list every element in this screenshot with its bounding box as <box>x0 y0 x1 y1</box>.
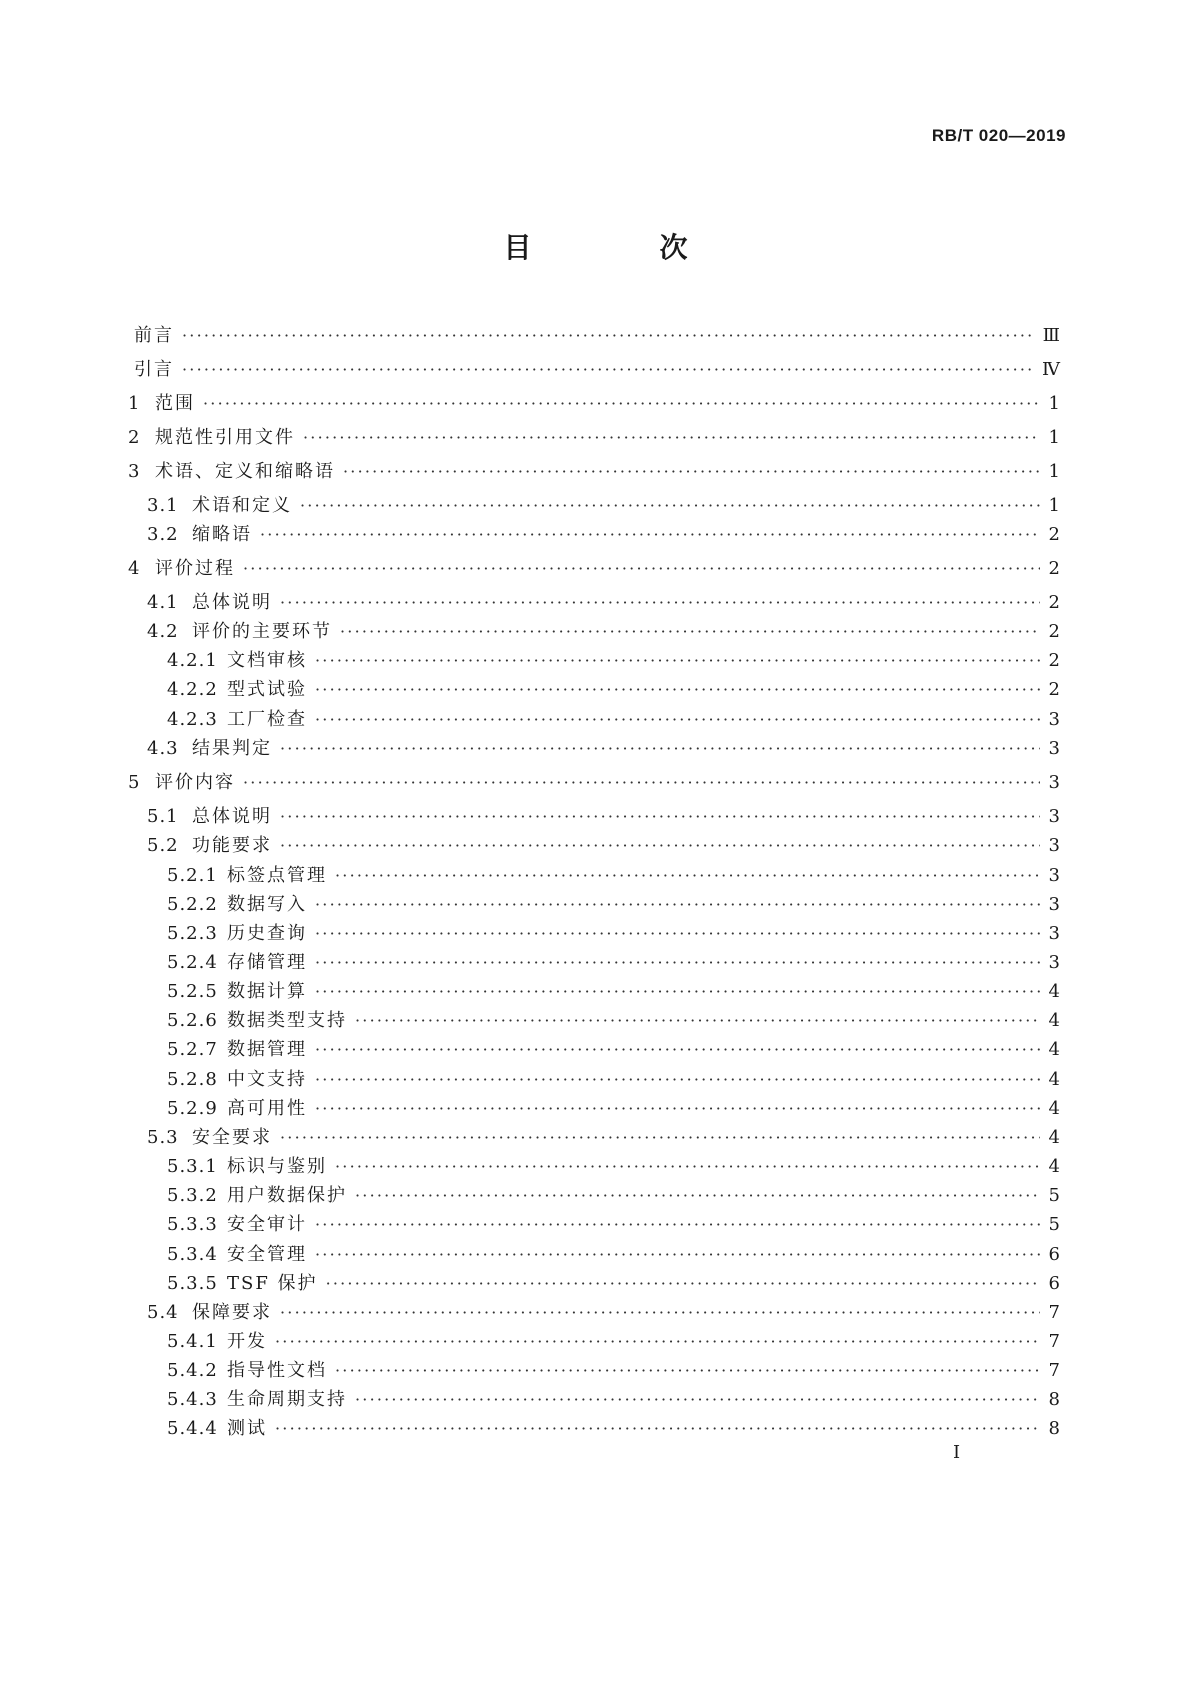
toc-number: 4.2.2 <box>167 679 218 700</box>
toc-entry-5-2-7[interactable] <box>134 1037 1060 1063</box>
toc-entry-5-2[interactable] <box>134 833 1060 859</box>
toc-entry-5-4-3[interactable] <box>134 1387 1060 1413</box>
toc-page-number: 2 <box>1048 679 1060 700</box>
toc-label: 保障要求 <box>192 1302 272 1323</box>
toc-leader-dots <box>340 619 1040 645</box>
toc-leader-dots <box>315 1212 1040 1238</box>
toc-page-number: 2 <box>1048 524 1060 545</box>
toc-page-number: 4 <box>1048 981 1060 1002</box>
toc-number: 4.2.3 <box>167 709 218 730</box>
toc-entry-4-2-3[interactable] <box>134 707 1060 733</box>
toc-entry-1[interactable] <box>128 391 1060 417</box>
toc-leader-dots <box>303 425 1040 451</box>
toc-label: 数据类型支持 <box>227 1010 347 1031</box>
toc-entry-5-3-1[interactable] <box>134 1154 1060 1180</box>
toc-number: 4.1 <box>147 592 179 613</box>
toc-page-number: 3 <box>1048 865 1060 886</box>
toc-page-number: 6 <box>1048 1244 1060 1265</box>
toc-entry-5[interactable] <box>128 770 1060 796</box>
toc-label: 标签点管理 <box>227 865 327 886</box>
toc-page-number: 4 <box>1048 1039 1060 1060</box>
toc-number: 5 <box>128 772 141 793</box>
toc-page-number: 4 <box>1048 1156 1060 1177</box>
toc-leader-dots <box>315 921 1040 947</box>
toc-label: 术语、定义和缩略语 <box>155 461 335 482</box>
toc-label: 标识与鉴别 <box>227 1156 327 1177</box>
toc-label: 评价的主要环节 <box>192 621 332 642</box>
toc-page-number: 2 <box>1048 592 1060 613</box>
toc-page-number: 3 <box>1048 806 1060 827</box>
toc-number: 5.1 <box>147 806 179 827</box>
toc-number: 4.2 <box>147 621 179 642</box>
toc-number: 5.2.7 <box>167 1039 218 1060</box>
toc-number: 3.1 <box>147 495 179 516</box>
toc-entry-3-1[interactable] <box>134 493 1060 519</box>
toc-leader-dots <box>315 1096 1040 1122</box>
toc-entry-5-2-6[interactable] <box>134 1008 1060 1034</box>
toc-entry-4-2[interactable] <box>134 619 1060 645</box>
toc-label: 评价内容 <box>155 772 235 793</box>
toc-leader-dots <box>343 459 1040 485</box>
toc-label: 缩略语 <box>192 524 252 545</box>
toc-entry-5-4-1[interactable] <box>134 1329 1060 1355</box>
toc-leader-dots <box>335 1154 1040 1180</box>
toc-number: 3 <box>128 461 141 482</box>
toc-page-number: 7 <box>1048 1302 1060 1323</box>
toc-page-number: 3 <box>1048 709 1060 730</box>
toc-entry-5-2-8[interactable] <box>134 1067 1060 1093</box>
toc-label: 指导性文档 <box>227 1360 327 1381</box>
toc-leader-dots <box>315 677 1040 703</box>
toc-page-number: Ⅲ <box>1042 325 1060 346</box>
toc-leader-dots <box>203 391 1040 417</box>
toc-number: 5.2.4 <box>167 952 218 973</box>
toc-label: 数据计算 <box>227 981 307 1002</box>
toc-leader-dots <box>280 1125 1040 1151</box>
toc-entry-foreword[interactable] <box>134 323 1060 349</box>
toc-number: 5.3.3 <box>167 1214 218 1235</box>
toc-leader-dots <box>275 1329 1040 1355</box>
toc-label: 评价过程 <box>155 558 235 579</box>
toc-label: 高可用性 <box>227 1098 307 1119</box>
toc-page-number: 4 <box>1048 1098 1060 1119</box>
toc-leader-dots <box>280 736 1040 762</box>
toc-leader-dots <box>335 1358 1040 1384</box>
toc-label: 测试 <box>227 1418 267 1439</box>
toc-leader-dots <box>243 556 1040 582</box>
toc-page-number: 5 <box>1048 1214 1060 1235</box>
toc-leader-dots <box>280 590 1040 616</box>
toc-leader-dots <box>355 1387 1040 1413</box>
toc-label: 存储管理 <box>227 952 307 973</box>
toc-entry-introduction[interactable] <box>134 357 1060 383</box>
toc-label: 范围 <box>155 393 195 414</box>
toc-leader-dots <box>326 1271 1040 1297</box>
toc-label: 文档审核 <box>227 650 307 671</box>
toc-label: 工厂检查 <box>227 709 307 730</box>
toc-page-number: 3 <box>1048 923 1060 944</box>
toc-leader-dots <box>182 357 1034 383</box>
toc-number: 5.3.4 <box>167 1244 218 1265</box>
toc-entry-5-4-2[interactable] <box>134 1358 1060 1384</box>
document-code: RB/T 020—2019 <box>931 126 1066 145</box>
toc-leader-dots <box>275 1416 1040 1442</box>
toc-label: 中文支持 <box>227 1069 307 1090</box>
toc-entry-5-2-2[interactable] <box>134 892 1060 918</box>
toc-leader-dots <box>182 323 1035 349</box>
toc-number: 5.3.5 <box>167 1273 218 1294</box>
toc-number: 4.3 <box>147 738 179 759</box>
toc-entry-4-3[interactable] <box>134 736 1060 762</box>
toc-entry-5-2-4[interactable] <box>134 950 1060 976</box>
toc-label: 历史查询 <box>227 923 307 944</box>
toc-page-number: 7 <box>1048 1331 1060 1352</box>
toc-entry-5-2-3[interactable] <box>134 921 1060 947</box>
toc-entry-4-2-1[interactable] <box>134 648 1060 674</box>
toc-entry-3-2[interactable] <box>134 522 1060 548</box>
toc-entry-4[interactable] <box>128 556 1060 582</box>
toc-label: 功能要求 <box>192 835 272 856</box>
toc-label: 安全审计 <box>227 1214 307 1235</box>
toc-page-number: 3 <box>1048 894 1060 915</box>
toc-number: 5.4.2 <box>167 1360 218 1381</box>
toc-entry-5-3-5[interactable] <box>134 1271 1060 1297</box>
toc-label: 数据写入 <box>227 894 307 915</box>
toc-page-number: 1 <box>1048 427 1060 448</box>
toc-leader-dots <box>315 1242 1040 1268</box>
toc-label: 开发 <box>227 1331 267 1352</box>
toc-label: 用户数据保护 <box>227 1185 347 1206</box>
toc-leader-dots <box>280 833 1040 859</box>
toc-entry-4-2-2[interactable] <box>134 677 1060 703</box>
toc-label: 总体说明 <box>192 592 272 613</box>
toc-leader-dots <box>260 522 1040 548</box>
toc-entry-5-4[interactable] <box>134 1300 1060 1326</box>
toc-entry-5-4-4[interactable] <box>134 1416 1060 1442</box>
toc-label: 结果判定 <box>192 738 272 759</box>
toc-number: 5.2.2 <box>167 894 218 915</box>
toc-page-number: 3 <box>1048 772 1060 793</box>
toc-leader-dots <box>243 770 1040 796</box>
toc-leader-dots <box>315 648 1040 674</box>
toc-page-number: 4 <box>1048 1069 1060 1090</box>
toc-number: 5.4.4 <box>167 1418 218 1439</box>
toc-label: 数据管理 <box>227 1039 307 1060</box>
toc-leader-dots <box>300 493 1040 519</box>
toc-leader-dots <box>335 863 1040 889</box>
toc-page-number: 3 <box>1048 835 1060 856</box>
toc-leader-dots <box>355 1008 1040 1034</box>
toc-label: 术语和定义 <box>192 495 292 516</box>
toc-label: 型式试验 <box>227 679 307 700</box>
toc-entry-5-3-2[interactable] <box>134 1183 1060 1209</box>
toc-number: 5.3.2 <box>167 1185 218 1206</box>
toc-leader-dots <box>315 707 1040 733</box>
page-title: 目 次 <box>503 231 738 264</box>
toc-leader-dots <box>315 979 1040 1005</box>
toc-page-number: 2 <box>1048 650 1060 671</box>
page-number: Ⅰ <box>953 1442 961 1463</box>
toc-number: 4 <box>128 558 141 579</box>
toc-entry-5-1[interactable] <box>134 804 1060 830</box>
toc-number: 5.2.6 <box>167 1010 218 1031</box>
toc-entry-4-1[interactable] <box>134 590 1060 616</box>
toc-page-number: 1 <box>1048 393 1060 414</box>
toc-number: 5.4.1 <box>167 1331 218 1352</box>
toc-entry-5-3-4[interactable] <box>134 1242 1060 1268</box>
toc-number: 5.2 <box>147 835 179 856</box>
toc-label: 前言 <box>134 325 174 346</box>
toc-number: 5.3.1 <box>167 1156 218 1177</box>
toc-entry-5-3[interactable] <box>134 1125 1060 1151</box>
toc-page-number: 1 <box>1048 461 1060 482</box>
toc-label: TSF 保护 <box>227 1273 318 1294</box>
toc-page-number: 3 <box>1048 738 1060 759</box>
toc-number: 2 <box>128 427 141 448</box>
toc-entry-5-2-5[interactable] <box>134 979 1060 1005</box>
toc-page-number: 5 <box>1048 1185 1060 1206</box>
toc-entry-5-2-1[interactable] <box>134 863 1060 889</box>
toc-number: 5.2.5 <box>167 981 218 1002</box>
toc-number: 4.2.1 <box>167 650 218 671</box>
toc-number: 1 <box>128 393 141 414</box>
toc-label: 规范性引用文件 <box>155 427 295 448</box>
toc-leader-dots <box>280 804 1040 830</box>
toc-entry-5-2-9[interactable] <box>134 1096 1060 1122</box>
toc-number: 3.2 <box>147 524 179 545</box>
toc-leader-dots <box>315 892 1040 918</box>
toc-page-number: 8 <box>1048 1418 1060 1439</box>
toc-entry-2[interactable] <box>128 425 1060 451</box>
toc-number: 5.4 <box>147 1302 179 1323</box>
toc-label: 引言 <box>134 359 174 380</box>
toc-number: 5.2.1 <box>167 865 218 886</box>
toc-leader-dots <box>355 1183 1040 1209</box>
toc-page-number: 3 <box>1048 952 1060 973</box>
toc-leader-dots <box>280 1300 1040 1326</box>
toc-label: 生命周期支持 <box>227 1389 347 1410</box>
toc-page-number: 4 <box>1048 1010 1060 1031</box>
toc-number: 5.2.9 <box>167 1098 218 1119</box>
toc-number: 5.4.3 <box>167 1389 218 1410</box>
toc-page-number: 7 <box>1048 1360 1060 1381</box>
toc-number: 5.2.8 <box>167 1069 218 1090</box>
toc-page-number: 8 <box>1048 1389 1060 1410</box>
toc-label: 总体说明 <box>192 806 272 827</box>
toc-leader-dots <box>315 1037 1040 1063</box>
toc-page-number: 2 <box>1048 558 1060 579</box>
toc-label: 安全要求 <box>192 1127 272 1148</box>
toc-leader-dots <box>315 950 1040 976</box>
toc-entry-3[interactable] <box>128 459 1060 485</box>
toc-number: 5.2.3 <box>167 923 218 944</box>
toc-entry-5-3-3[interactable] <box>134 1212 1060 1238</box>
toc-page-number: 1 <box>1048 495 1060 516</box>
toc-page-number: 4 <box>1048 1127 1060 1148</box>
toc-page-number: Ⅳ <box>1042 359 1060 380</box>
toc-page-number: 6 <box>1048 1273 1060 1294</box>
toc-label: 安全管理 <box>227 1244 307 1265</box>
toc-number: 5.3 <box>147 1127 179 1148</box>
toc-leader-dots <box>315 1067 1040 1093</box>
toc-page-number: 2 <box>1048 621 1060 642</box>
